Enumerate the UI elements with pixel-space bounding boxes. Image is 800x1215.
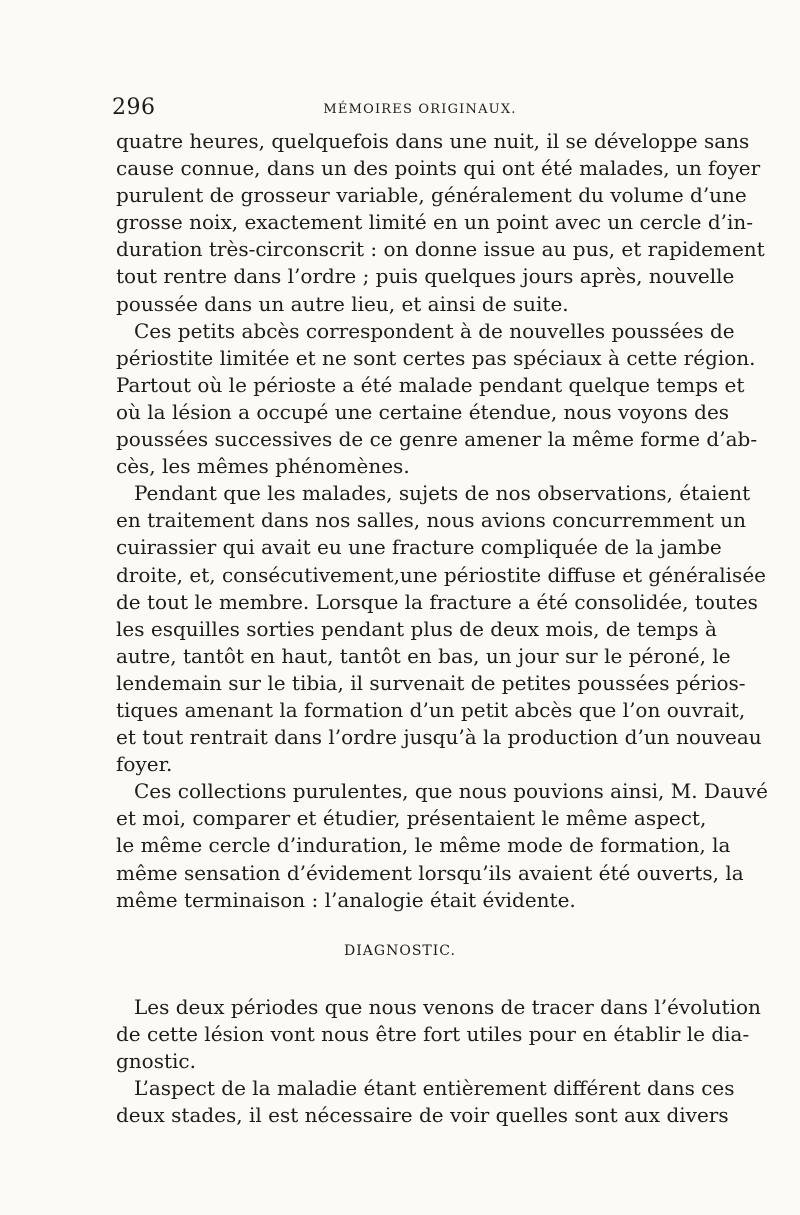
page-number: 296	[112, 95, 156, 120]
text-line: tiques amenant la formation d’un petit abcès que l’on ouvrait,	[116, 697, 746, 722]
text-line: Ces petits abcès correspondent à de nouvelles poussées de	[134, 318, 735, 343]
text-line: et tout rentrait dans l’ordre jusqu’à la production d’un nouveau	[116, 725, 762, 750]
text-line: même sensation d’évidement lorsqu’ils avaient été ouverts, la	[116, 860, 744, 885]
text-line: autre, tantôt en haut, tantôt en bas, un jour sur le péroné, le	[116, 643, 731, 668]
text-line: de cette lésion vont nous être fort utiles pour en établir le dia-	[116, 1022, 750, 1047]
text-line: cuirassier qui avait eu une fracture compliquée de la jambe	[116, 535, 722, 560]
text-line: Les deux périodes que nous venons de tracer dans l’évolution	[134, 995, 761, 1019]
text-line: deux stades, il est nécessaire de voir quelles sont aux divers	[116, 1103, 729, 1128]
text-line: les esquilles sorties pendant plus de deux mois, de temps à	[116, 616, 717, 641]
text-line: foyer.	[116, 752, 173, 777]
text-line: tout rentre dans l’ordre ; puis quelques jours après, nouvelle	[116, 264, 735, 289]
text-line: grosse noix, exactement limité en un point avec un cercle d’in-	[116, 210, 754, 235]
text-line: duration très-circonscrit : on donne issue au pus, et rapidement	[116, 237, 765, 262]
page-header	[112, 95, 688, 125]
text-line: où la lésion a occupé une certaine étendue, nous voyons des	[116, 399, 730, 424]
text-line: L’aspect de la maladie étant entièrement différent dans ces	[134, 1076, 735, 1101]
running-title: MÉMOIRES ORIGINAUX.	[323, 102, 517, 117]
text-line: poussées successives de ce genre amener la même forme d’ab-	[116, 427, 758, 452]
text-line: droite, et, consécutivement,une périostite diffuse et généralisée	[116, 562, 766, 587]
body-text-section-2	[116, 994, 761, 1129]
text-line: périostite limitée et ne sont certes pas spéciaux à cette région.	[116, 345, 756, 370]
text-line: purulent de grosseur variable, généralement du volume d’une	[116, 183, 747, 208]
text-line: même terminaison : l’analogie était évidente.	[116, 887, 576, 912]
text-line: Pendant que les malades, sujets de nos observations, étaient	[134, 481, 751, 506]
text-line: de tout le membre. Lorsque la fracture a été consolidée, toutes	[116, 589, 758, 614]
text-line: lendemain sur le tibia, il survenait de petites poussées périos-	[116, 670, 746, 695]
text-line: poussée dans un autre lieu, et ainsi de suite.	[116, 291, 569, 316]
text-line: en traitement dans nos salles, nous avions concurremment un	[116, 508, 747, 533]
text-line: Partout où le périoste a été malade pendant quelque temps et	[116, 372, 745, 397]
text-line: Ces collections purulentes, que nous pouvions ainsi, M. Dauvé	[134, 779, 768, 804]
text-line: cause connue, dans un des points qui ont été malades, un foyer	[116, 156, 761, 181]
text-line: le même cercle d’induration, le même mode de formation, la	[116, 833, 731, 858]
text-line: gnostic.	[116, 1049, 196, 1074]
section-heading: DIAGNOSTIC.	[344, 943, 456, 959]
text-line: quatre heures, quelquefois dans une nuit, il se développe sans	[116, 129, 750, 153]
body-text-section-1	[116, 128, 768, 914]
text-line: et moi, comparer et étudier, présentaient le même aspect,	[116, 806, 707, 831]
text-line: cès, les mêmes phénomènes.	[116, 454, 410, 479]
